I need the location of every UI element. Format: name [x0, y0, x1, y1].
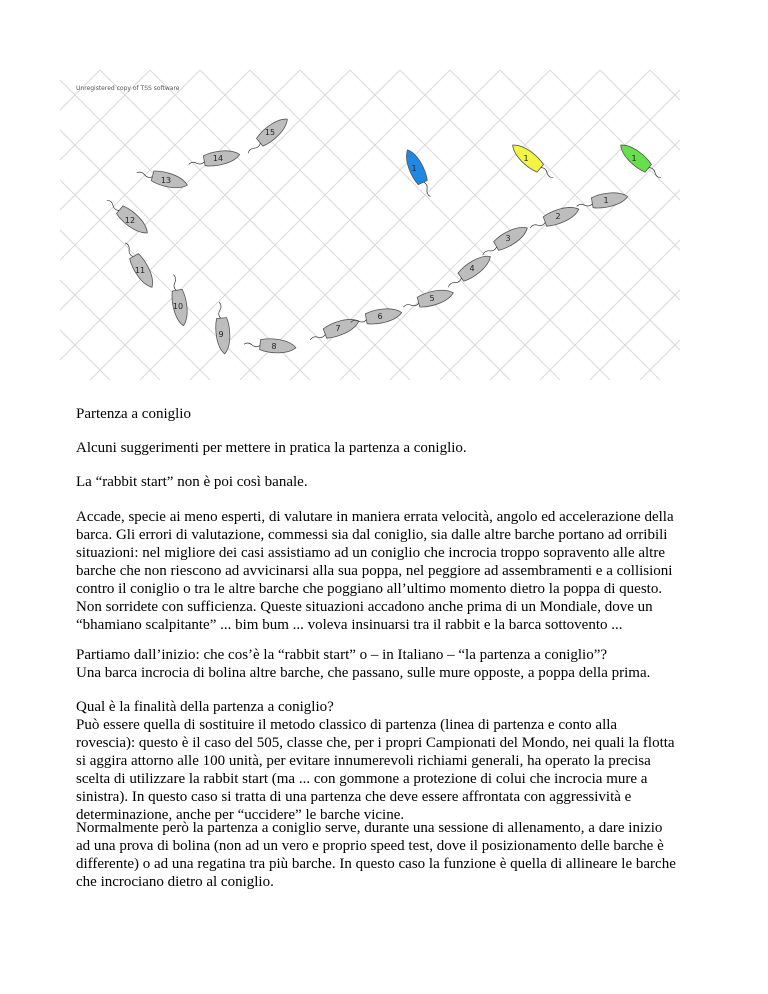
- paragraph-3-line: barche che non riescono ad avvicinarsi alla sua poppa, nel peggiore ad assembramenti e a collisioni: [76, 563, 673, 579]
- boat-label: 13: [160, 176, 172, 185]
- boat-wake-icon: [136, 171, 152, 178]
- sailing-diagram-canvas: [60, 70, 680, 380]
- boat-wake-icon: [648, 166, 662, 179]
- paragraph-5: [76, 698, 716, 824]
- paragraph-2-text: La “rabbit start” non è poi così banale.: [76, 474, 308, 490]
- grid-line: [60, 70, 310, 380]
- boat-wake-icon: [218, 302, 222, 318]
- grid-line: [540, 70, 680, 380]
- boat-grey-8: [244, 336, 297, 354]
- boat-label: 14: [212, 154, 224, 163]
- boat-label: 4: [469, 264, 475, 273]
- watermark-text: Unregistered copy of TSS software: [76, 85, 180, 92]
- boat-label: 6: [377, 312, 383, 321]
- boat-label: 1: [523, 154, 529, 163]
- boat-grey-9: [213, 302, 231, 355]
- boat-grey-11: [120, 239, 158, 291]
- grid-line: [300, 70, 610, 380]
- boat-hull-icon: [259, 338, 296, 355]
- boat-hull-icon: [493, 222, 531, 252]
- boat-label: 2: [555, 212, 561, 221]
- paragraph-3-line: contro il coniglio o tra le altre barche che poggiano all’ultimo momento dietro la poppa di questo.: [76, 581, 663, 597]
- grid-line: [490, 70, 680, 380]
- boat-wake-icon: [448, 277, 463, 289]
- paragraph-1-text: Alcuni suggerimenti per mettere in pratica la partenza a coniglio.: [76, 440, 467, 456]
- paragraph-3-line: situazioni: nel migliore dei casi assistiamo ad un coniglio che incrocia troppo sopravento alle altre: [76, 545, 665, 561]
- boat-label: 1: [411, 164, 417, 173]
- paragraph-5-line: Qual è la finalità della partenza a coniglio?: [76, 699, 334, 715]
- boat-label: 11: [134, 266, 146, 275]
- boat-label: 9: [218, 330, 224, 339]
- boat-grey-2: [528, 203, 582, 234]
- boat-hull-icon: [543, 203, 582, 228]
- paragraph-6-line: differente) o ad una regatina tra più barche. In questo caso la funzione è quella di allineare le barche: [76, 856, 676, 872]
- boat-yellow-1: [508, 140, 557, 184]
- paragraph-3-line: Accade, specie ai meno esperti, di valutare in maniera errata velocità, angolo ed accelerazione della: [76, 509, 674, 525]
- paragraph-5-line: Può essere quella di sostituire il metodo classico di partenza (linea di partenza e conto alla: [76, 717, 618, 733]
- paragraph-4-line: Una barca incrocia di bolina altre barche, che passano, sulle mure opposte, a poppa della prima.: [76, 665, 651, 681]
- boat-grey-14: [187, 148, 241, 171]
- boat-wake-icon: [576, 202, 592, 208]
- paragraph-6-line: Normalmente però la partenza a coniglio serve, durante una sessione di allenamento, a dare inizio: [76, 820, 663, 836]
- boat-label: 10: [172, 302, 184, 311]
- boat-grey-7: [308, 315, 362, 346]
- paragraph-5-line: sinistra). In questo caso si tratta di una partenza che deve essere affrontata con aggressività e: [76, 789, 632, 805]
- paragraph-1: [76, 439, 716, 457]
- boat-wake-icon: [244, 343, 260, 347]
- paragraph-3-line: Non sorridete con sufficienza. Queste situazioni accadono anche prima di un Mondiale, dove un: [76, 599, 653, 615]
- grid-line: [350, 70, 660, 380]
- grid-line: [440, 70, 680, 380]
- paragraph-2: [76, 473, 716, 491]
- paragraph-5-line: determinazione, anche per “uccidere” le barche vicine.: [76, 807, 405, 823]
- boat-grey-5: [401, 286, 455, 313]
- boat-wake-icon: [106, 199, 120, 212]
- boat-wake-icon: [310, 333, 326, 341]
- paragraph-5-line: rovescia): questo è il caso del 505, classe che, per i propri Campionati del Mondo, nei quali la flotta: [76, 735, 675, 751]
- document-title: Partenza a coniglio: [76, 406, 191, 422]
- sailing-diagram: [60, 70, 680, 380]
- paragraph-3: [76, 508, 716, 634]
- boat-grey-13: [135, 165, 189, 192]
- boat-label: 8: [271, 342, 277, 351]
- grid-line: [60, 70, 110, 380]
- boat-blue-1: [401, 147, 435, 200]
- paragraph-5-line: si aggira attorno alle 100 unità, per evitare innumerevoli richiami generali, ha operato la precisa: [76, 753, 651, 769]
- boat-label: 3: [505, 234, 511, 243]
- boat-grey-1: [575, 190, 629, 213]
- grid-line: [150, 70, 460, 380]
- boat-label: 7: [335, 324, 341, 333]
- boat-label: 5: [429, 294, 435, 303]
- grid-line: [60, 70, 100, 380]
- grid-line: [400, 70, 680, 380]
- boat-wake-icon: [530, 221, 546, 229]
- boat-label: 12: [124, 216, 136, 225]
- paragraph-3-line: “bhamiano scalpitante” ... bim bum ... voleva insinuarsi tra il rabbit e la barca sottovento ...: [76, 617, 623, 633]
- document-title-block: [76, 405, 716, 423]
- paragraph-6-line: ad una prova di bolina (non ad un vero e proprio speed test, dove il posizionamento delle barche è: [76, 838, 664, 854]
- paragraph-4-line: Partiamo dall’inizio: che cos’è la “rabbit start” o – in Italiano – “la partenza a coniglio”?: [76, 647, 608, 663]
- boat-grey-12: [103, 194, 152, 238]
- grid-line: [250, 70, 560, 380]
- boat-wake-icon: [172, 274, 178, 290]
- grid-line: [600, 70, 680, 380]
- grid-line: [140, 70, 450, 380]
- grid-line: [550, 70, 680, 380]
- paragraph-4: [76, 646, 716, 682]
- boat-wake-icon: [247, 142, 261, 155]
- boat-label: 1: [631, 154, 637, 163]
- boat-label: 1: [603, 196, 609, 205]
- grid-line: [100, 70, 410, 380]
- grid: [60, 70, 680, 380]
- paragraph-3-line: barca. Gli errori di valutazione, commessi sia dal coniglio, sia dalle altre barche portano ad orribili: [76, 527, 668, 543]
- paragraph-5-line: scelta di utilizzare la rabbit start (ma ... con gommone a protezione di colui che incrocia mure a: [76, 771, 648, 787]
- grid-line: [340, 70, 650, 380]
- grid-line: [240, 70, 550, 380]
- boat-hull-icon: [457, 251, 494, 283]
- boat-grey-10: [168, 273, 191, 327]
- boat-label: 15: [264, 128, 276, 137]
- boat-grey-3: [479, 222, 531, 260]
- boat-hull-icon: [323, 315, 362, 340]
- grid-line: [200, 70, 510, 380]
- paragraph-6: [76, 819, 716, 891]
- paragraph-6-line: che incrociano dietro al coniglio.: [76, 874, 274, 890]
